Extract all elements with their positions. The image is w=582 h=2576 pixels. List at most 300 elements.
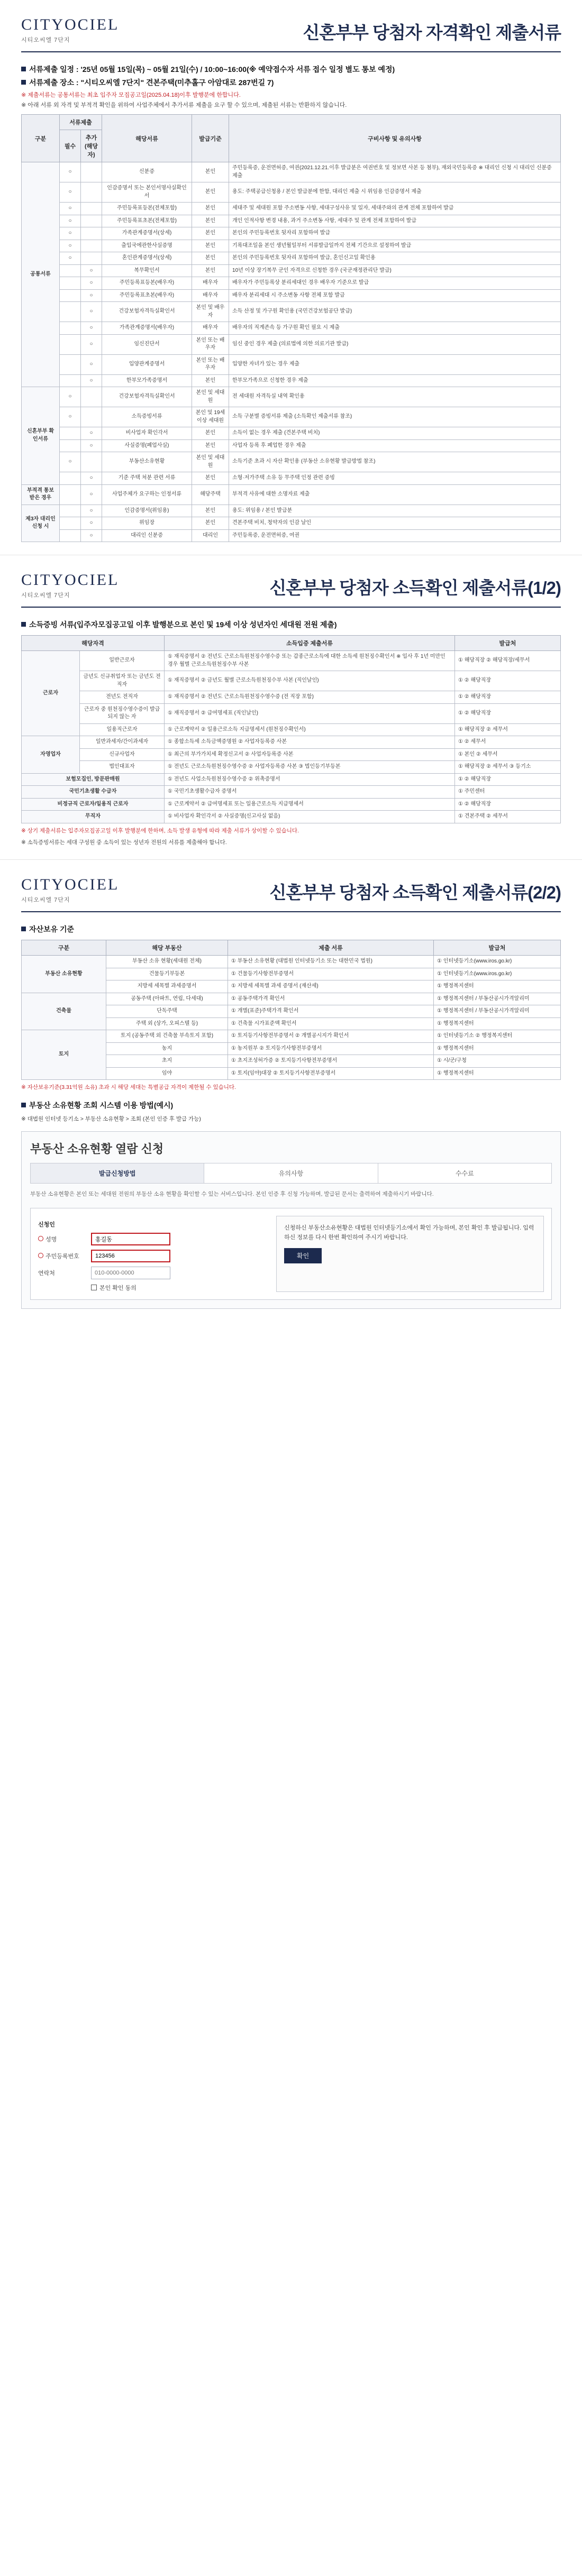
table-row xyxy=(22,439,561,452)
table-row xyxy=(22,322,561,335)
logo-subtitle: 시티오씨엘 7단지 xyxy=(21,37,70,43)
row-doc: ① 재직증명서 ② 전년도 근로소득원천징수영수증 (전 직장 포함) xyxy=(165,691,455,704)
row-doc-name: 주민등록표등본(배우자) xyxy=(102,277,192,290)
row-additional: ○ xyxy=(81,472,102,485)
row-required xyxy=(60,302,81,322)
form-fields xyxy=(38,1216,266,1292)
bullet-icon xyxy=(21,1103,26,1107)
row-issuer: ① 행정복지센터 xyxy=(434,1067,561,1080)
row-doc: ① 재직증명서 ② 급여명세표 (직인날인) xyxy=(165,703,455,723)
row-additional xyxy=(81,252,102,265)
row-remarks: 기록대조일을 본인 생년월일부터 서류발급일까지 전체 기간으로 설정하여 발급 xyxy=(229,240,561,252)
row-issuer: 본인 xyxy=(192,264,229,277)
registry-description: 부동산 소유현황은 본인 또는 세대원 전원의 부동산 소유 현황을 확인할 수 있는 서비스입니다. 본인 인증 후 신청 가능하며, 발급된 문서는 출력하여 제출하시기 바랍니다. xyxy=(30,1190,434,1197)
row-target: 부동산 소유 현황(세대원 전체) xyxy=(106,956,228,968)
row-remarks: 한부모가족으로 신청한 경우 제출 xyxy=(229,374,561,387)
row-issuer: ① 인터넷등기소 ② 행정복지센터 xyxy=(434,1030,561,1043)
row-additional xyxy=(81,203,102,215)
row-required: ○ xyxy=(60,240,81,252)
row-target: 지방세 세목별 과세증명서 xyxy=(106,980,228,993)
row-required: ○ xyxy=(60,203,81,215)
id-label-text: 주민등록번호 xyxy=(46,1253,79,1260)
table-row xyxy=(22,703,561,723)
th-category: 해당자격 xyxy=(22,636,165,651)
row-target: 건물등기부등본 xyxy=(106,968,228,980)
row-issuer: ① 주민센터 xyxy=(455,786,561,799)
row-issuer: 본인 xyxy=(192,203,229,215)
income-heading-text: 소득증빙 서류(입주자모집공고일 이후 발행분으로 본인 및 19세 이상 성년자인 세대원 전원 제출) xyxy=(29,620,337,629)
table-row xyxy=(22,452,561,472)
row-doc: ① 비사업자 확인각서 ② 사실증명(신고사실 없음) xyxy=(165,811,455,823)
row-additional: ○ xyxy=(81,374,102,387)
row-doc-name: 한부모가족증명서 xyxy=(102,374,192,387)
income-table xyxy=(21,635,561,823)
note: ※ 아래 서류 외 자격 및 부적격 확인을 위하여 사업주체에서 추가서류 제출을 요구 할 수 있으며, 제출된 서류는 반환하지 않습니다. xyxy=(21,102,347,108)
row-issuer: 본인 xyxy=(192,240,229,252)
row-additional: ○ xyxy=(81,529,102,542)
th-target: 해당 부동산 xyxy=(106,940,228,956)
th-issuer: 발급처 xyxy=(455,636,561,651)
required-icon xyxy=(38,1236,43,1241)
row-issuer: ① 해당직장 ② 해당직장/세무서 xyxy=(455,651,561,671)
row-category: 보험모집인, 방문판매원 xyxy=(22,773,165,786)
row-required xyxy=(60,529,81,542)
row-additional xyxy=(81,215,102,227)
bullet-icon xyxy=(21,67,26,71)
table-row xyxy=(22,993,561,1005)
row-required xyxy=(60,289,81,302)
table-row xyxy=(22,748,561,761)
row-additional xyxy=(81,227,102,240)
table-row xyxy=(22,277,561,290)
row-doc-name: 가족관계증명서(상세) xyxy=(102,227,192,240)
table-row xyxy=(22,354,561,374)
row-doc-name: 사실증명(폐업사실) xyxy=(102,439,192,452)
row-required: ○ xyxy=(60,452,81,472)
row-additional: ○ xyxy=(81,289,102,302)
table-row xyxy=(22,427,561,440)
row-issuer: ① 인터넷등기소(www.iros.go.kr) xyxy=(434,968,561,980)
row-doc-name: 가족관계증명서(배우자) xyxy=(102,322,192,335)
row-doc: ① 전년도 사업소득원천징수영수증 ② 위촉증명서 xyxy=(165,773,455,786)
logo-text: CITYOCIEL xyxy=(21,16,120,33)
row-doc: ① 최근의 부가가치세 확정신고서 ② 사업자등록증 사본 xyxy=(165,748,455,761)
table-row xyxy=(22,374,561,387)
row-additional: ○ xyxy=(81,302,102,322)
row-category: 토지 xyxy=(22,1030,106,1080)
logo-text: CITYOCIEL xyxy=(21,876,120,894)
th-category: 구분 xyxy=(22,940,106,956)
row-issuer: ① 해당직장 ② 세무서 xyxy=(455,723,561,736)
row-target: 초지 xyxy=(106,1055,228,1068)
name-label-text: 성명 xyxy=(46,1236,57,1243)
table-row xyxy=(22,671,561,691)
row-issuer: ① 행정복지센터 xyxy=(434,1017,561,1030)
table-row xyxy=(22,162,561,182)
table-row xyxy=(22,1030,561,1043)
th-doc-name: 해당서류 xyxy=(102,115,192,162)
row-doc-name: 건강보험자격득실확인서 xyxy=(102,302,192,322)
row-category: 부적격 통보 받은 경우 xyxy=(22,484,60,505)
row-type: 신규사업자 xyxy=(80,748,165,761)
row-additional: ○ xyxy=(81,264,102,277)
row-issuer: ① ② 해당직장 xyxy=(455,691,561,704)
phone-input[interactable] xyxy=(91,1267,170,1279)
table-row xyxy=(22,227,561,240)
required-icon xyxy=(38,1253,43,1258)
row-doc-name: 주민등록표초본(배우자) xyxy=(102,289,192,302)
footnote: ※ 소득증빙서류는 세대 구성원 중 소득이 있는 성년자 전원의 서류를 제출해야 합니다. xyxy=(21,839,227,846)
row-doc: ① 토지(임야)대장 ② 토지등기사항전부증명서 xyxy=(228,1067,434,1080)
row-issuer: ① ② 해당직장 xyxy=(455,798,561,811)
row-doc: ① 토지등기사항전부증명서 ② 개별공시지가 확인서 xyxy=(228,1030,434,1043)
row-target: 단독주택 xyxy=(106,1005,228,1018)
section-income-docs-2 xyxy=(0,860,582,1322)
asset-table xyxy=(21,940,561,1080)
th-doc: 제출 서류 xyxy=(228,940,434,956)
row-required xyxy=(60,277,81,290)
row-doc: ① 지방세 세목별 과세 증명서 (재산세) xyxy=(228,980,434,993)
row-issuer: 배우자 xyxy=(192,289,229,302)
row-required xyxy=(60,517,81,530)
row-remarks: 본인의 주민등록번호 뒷자리 포함하여 발급, 혼인신고일 확인용 xyxy=(229,252,561,265)
row-required xyxy=(60,484,81,505)
page-title: 신혼부부 당첨자 소득확인 제출서류(2/2) xyxy=(269,883,561,903)
row-issuer: 본인 및 19세 이상 세대원 xyxy=(192,407,229,427)
table-row xyxy=(22,215,561,227)
table-row xyxy=(22,798,561,811)
row-doc: ① 전년도 근로소득원천징수영수증 ② 사업자등록증 사본 ③ 법인등기부등본 xyxy=(165,761,455,774)
table-row xyxy=(22,472,561,485)
logo-subtitle: 시티오씨엘 7단지 xyxy=(21,897,70,904)
logo xyxy=(21,16,119,44)
row-additional: ○ xyxy=(81,427,102,440)
row-issuer: 본인 또는 배우자 xyxy=(192,354,229,374)
row-issuer: 본인 또는 배우자 xyxy=(192,334,229,354)
row-issuer: 본인 xyxy=(192,215,229,227)
row-doc-name: 임신진단서 xyxy=(102,334,192,354)
row-issuer: ① 견본주택 ② 세무서 xyxy=(455,811,561,823)
table-row xyxy=(22,723,561,736)
id-label xyxy=(38,1252,91,1260)
eligibility-table xyxy=(21,114,561,542)
row-issuer: ① 본인 ② 세무서 xyxy=(455,748,561,761)
row-doc-name: 인감증명서(위임용) xyxy=(102,505,192,517)
phone-label: 연락처 xyxy=(38,1270,55,1277)
schedule-text: 서류제출 일정 : '25년 05월 15일(목) ~ 05월 21일(수) / 10:00~16:00(※ 예약접수자 서류 접수 일정 별도 통보 예정) xyxy=(29,65,395,74)
guide-heading-text: 부동산 소유현황 조회 시스템 이용 방법(예시) xyxy=(29,1101,174,1110)
row-issuer: 본인 및 배우자 xyxy=(192,302,229,322)
th-remarks: 구비사항 및 유의사항 xyxy=(229,115,561,162)
th-issuer: 발급처 xyxy=(434,940,561,956)
table-row xyxy=(22,387,561,407)
table-row xyxy=(22,786,561,799)
tab-precautions[interactable]: 유의사항 xyxy=(204,1163,378,1183)
row-doc: ① 국민기초생활수급자 증명서 xyxy=(165,786,455,799)
row-issuer: 본인 xyxy=(192,439,229,452)
row-remarks: 소득기준 초과 시 자산 확인용 (부동산 소유현황 발급방법 참조) xyxy=(229,452,561,472)
row-doc-name: 주민등록표등본(전체포함) xyxy=(102,203,192,215)
row-issuer: 본인 xyxy=(192,182,229,203)
row-remarks: 주민등록증, 운전면허증, 여권(2021.12.21.이후 발급분은 여권번호 및 정보면 사본 등 첨부), 재외국민등록증 ※ 대리인 신청 시 대리인 신분증 제출 xyxy=(229,162,561,182)
row-type: 일반과세자/간이과세자 xyxy=(80,736,165,749)
row-issuer: 본인 xyxy=(192,227,229,240)
row-doc-name: 주민등록표초본(전체포함) xyxy=(102,215,192,227)
row-additional xyxy=(81,182,102,203)
row-additional xyxy=(81,452,102,472)
th-issuer: 발급기준 xyxy=(192,115,229,162)
header xyxy=(21,876,561,912)
row-type: 전년도 전직자 xyxy=(80,691,165,704)
id-input[interactable] xyxy=(91,1250,170,1262)
row-category: 공통서류 xyxy=(22,162,60,387)
table-row xyxy=(22,289,561,302)
row-issuer: ① 해당직장 ② 세무서 ③ 등기소 xyxy=(455,761,561,774)
notice-text: 신청하신 부동산소유현황은 대법원 인터넷등기소에서 확인 가능하며, 본인 확인 후 발급됩니다. 입력하신 정보를 다시 한번 확인하여 주시기 바랍니다. xyxy=(284,1225,534,1241)
row-remarks: 부적격 사유에 대한 소명자료 제출 xyxy=(229,484,561,505)
row-remarks: 사업자 등록 후 폐업한 경우 제출 xyxy=(229,439,561,452)
row-remarks: 개인 인적사항 변경 내용, 과거 주소변동 사항, 세대주 및 관계 전체 포함하여 발급 xyxy=(229,215,561,227)
row-remarks: 소득 구분별 증빙서류 제출 (소득확인 제출서류 참조) xyxy=(229,407,561,427)
row-doc-name: 신분증 xyxy=(102,162,192,182)
row-category: 자영업자 xyxy=(22,736,80,774)
row-issuer: ① ② 해당직장 xyxy=(455,671,561,691)
row-additional: ○ xyxy=(81,484,102,505)
table-row xyxy=(22,264,561,277)
row-remarks: 소득 산정 및 가구원 확인용 (국민건강보험공단 발급) xyxy=(229,302,561,322)
row-issuer: 본인 및 세대원 xyxy=(192,387,229,407)
th-doc-submit: 서류제출 xyxy=(60,115,102,130)
asset-heading xyxy=(21,924,561,934)
row-doc-name: 혼인관계증명서(상세) xyxy=(102,252,192,265)
row-additional: ○ xyxy=(81,517,102,530)
row-doc-name: 사업주체가 요구하는 인정서류 xyxy=(102,484,192,505)
row-target: 농지 xyxy=(106,1042,228,1055)
table-row xyxy=(22,736,561,749)
row-remarks: 전 세대원 자격득실 내역 확인용 xyxy=(229,387,561,407)
row-issuer: 본인 xyxy=(192,374,229,387)
asset-heading-text: 자산보유 기준 xyxy=(29,925,75,934)
place-line xyxy=(21,77,561,88)
row-type: 일용직근로자 xyxy=(80,723,165,736)
row-issuer: 배우자 xyxy=(192,277,229,290)
table-row xyxy=(22,302,561,322)
row-issuer: 대리인 xyxy=(192,529,229,542)
row-category: 비정규직 근로자/일용직 근로자 xyxy=(22,798,165,811)
row-category: 제3자 대리인 신청 시 xyxy=(22,505,60,542)
row-issuer: ① 행정복지센터 xyxy=(434,1042,561,1055)
row-required xyxy=(60,427,81,440)
table-row xyxy=(22,252,561,265)
row-remarks: 주민등록증, 운전면허증, 여권 xyxy=(229,529,561,542)
row-doc: ① 농지원부 ② 토지등기사항전부증명서 xyxy=(228,1042,434,1055)
th-required: 필수 xyxy=(60,130,81,162)
row-remarks: 견본주택 비치, 청약자의 인감 날인 xyxy=(229,517,561,530)
registry-tabs xyxy=(30,1163,552,1184)
row-issuer: 배우자 xyxy=(192,322,229,335)
row-additional xyxy=(81,387,102,407)
registry-title: 부동산 소유현황 열람 신청 xyxy=(30,1142,164,1156)
row-doc-name: 부동산소유현황 xyxy=(102,452,192,472)
row-remarks: 배우자 분리세대 시 주소변동 사항 전체 포함 발급 xyxy=(229,289,561,302)
row-doc: ① 건물등기사항전부증명서 xyxy=(228,968,434,980)
form-row-applicant xyxy=(38,1220,266,1229)
table-row xyxy=(22,203,561,215)
row-doc: ① 근로계약서 ② 일용근로소득 지급명세서 (원천징수확인서) xyxy=(165,723,455,736)
row-doc-name: 입양관계증명서 xyxy=(102,354,192,374)
form-row-id xyxy=(38,1250,266,1262)
note: ※ 제출서류는 공통서류는 최초 입주자 모집공고일(2025.04.18)이후 발행분에 한합니다. xyxy=(21,92,241,98)
bullet-icon xyxy=(21,622,26,627)
table-row xyxy=(22,182,561,203)
row-doc: ① 종합소득세 소득금액증명원 ② 사업자등록증 사본 xyxy=(165,736,455,749)
name-input[interactable] xyxy=(91,1233,170,1245)
guide-heading xyxy=(21,1100,561,1111)
table-row xyxy=(22,407,561,427)
row-additional xyxy=(81,240,102,252)
row-issuer: 본인 xyxy=(192,252,229,265)
consent-label: 본인 확인 동의 xyxy=(99,1285,137,1292)
row-issuer: ① 행정복지센터 / 부동산공시가격알리미 xyxy=(434,993,561,1005)
row-additional: ○ xyxy=(81,505,102,517)
page-title: 신혼부부 당첨자 자격확인 제출서류 xyxy=(303,23,561,42)
row-remarks: 소득이 없는 경우 제출 (견본주택 비치) xyxy=(229,427,561,440)
row-required xyxy=(60,354,81,374)
row-doc: ① 재직증명서 ② 금년도 월별 근로소득원천징수부 사본 (직인날인) xyxy=(165,671,455,691)
row-doc-name: 인감증명서 또는 본인서명사실확인서 xyxy=(102,182,192,203)
row-required: ○ xyxy=(60,407,81,427)
row-required xyxy=(60,264,81,277)
row-required xyxy=(60,472,81,485)
row-required: ○ xyxy=(60,387,81,407)
section-income-docs-1 xyxy=(0,555,582,860)
row-issuer: 본인 xyxy=(192,427,229,440)
row-category: 부동산 소유현황 xyxy=(22,956,106,993)
row-issuer: ① ② 해당직장 xyxy=(455,703,561,723)
row-category: 근로자 xyxy=(22,651,80,736)
tab-how-to-apply[interactable]: 발급신청방법 xyxy=(31,1163,204,1183)
row-type: 일반근로자 xyxy=(80,651,165,671)
table-row xyxy=(22,484,561,505)
row-required xyxy=(60,439,81,452)
row-issuer: 해당주택 xyxy=(192,484,229,505)
table-row xyxy=(22,517,561,530)
row-doc: ① 건축물 시가표준액 확인서 xyxy=(228,1017,434,1030)
guide-sub: ※ 대법원 인터넷 등기소 > 부동산 소유현황 > 조회 (본인 인증 후 발급 가능) xyxy=(21,1116,201,1123)
row-remarks: 배우자의 직계존속 등 가구원 확인 필요 시 제출 xyxy=(229,322,561,335)
row-required xyxy=(60,334,81,354)
row-target: 공동주택 (아파트, 연립, 다세대) xyxy=(106,993,228,1005)
confirm-button[interactable]: 확인 xyxy=(284,1248,322,1263)
row-issuer: 본인 xyxy=(192,505,229,517)
form-row-phone xyxy=(38,1267,266,1279)
row-remarks: 입양한 자녀가 있는 경우 제출 xyxy=(229,354,561,374)
row-additional: ○ xyxy=(81,439,102,452)
row-category: 국민기초생활 수급자 xyxy=(22,786,165,799)
row-additional: ○ xyxy=(81,322,102,335)
table-row xyxy=(22,334,561,354)
row-doc-name: 대리인 신분증 xyxy=(102,529,192,542)
header xyxy=(21,571,561,608)
table-row xyxy=(22,811,561,823)
row-issuer: ① ② 해당직장 xyxy=(455,773,561,786)
table-row xyxy=(22,505,561,517)
row-issuer: ① 인터넷등기소(www.iros.go.kr) xyxy=(434,956,561,968)
row-required xyxy=(60,322,81,335)
row-target: 토지 (공동주택 외 건축물 부속토지 포함) xyxy=(106,1030,228,1043)
row-issuer: 본인 xyxy=(192,472,229,485)
row-remarks: 임신 중인 경우 제출 (의료법에 의한 의료기관 발급) xyxy=(229,334,561,354)
logo-text: CITYOCIEL xyxy=(21,571,120,589)
footnote: ※ 상기 제출서류는 입주자모집공고일 이후 발행분에 한하며, 소득 발생 유형에 따라 제출 서류가 상이할 수 있습니다. xyxy=(21,827,299,834)
table-row xyxy=(22,691,561,704)
consent-checkbox[interactable] xyxy=(91,1285,97,1290)
footnote: ※ 자산보유기준(3.31억원 소유) 초과 시 해당 세대는 특별공급 자격이 제한될 수 있습니다. xyxy=(21,1084,236,1091)
row-additional xyxy=(81,162,102,182)
row-issuer: ① ② 세무서 xyxy=(455,736,561,749)
tab-fee[interactable]: 수수료 xyxy=(455,1169,474,1177)
row-doc: ① 개별(표준)주택가격 확인서 xyxy=(228,1005,434,1018)
section-eligibility-docs xyxy=(0,0,582,555)
row-issuer: 본인 xyxy=(192,517,229,530)
page-title: 신혼부부 당첨자 소득확인 제출서류(1/2) xyxy=(269,578,561,598)
row-remarks: 소형·저가주택 소유 등 무주택 인정 관련 증빙 xyxy=(229,472,561,485)
header xyxy=(21,16,561,52)
bullet-icon xyxy=(21,927,26,931)
income-heading xyxy=(21,619,561,630)
row-remarks: 용도: 위임용 / 본인 발급분 xyxy=(229,505,561,517)
notice-card xyxy=(276,1216,544,1292)
row-additional: ○ xyxy=(81,334,102,354)
row-required xyxy=(60,505,81,517)
row-target: 주택 외 (상가, 오피스텔 등) xyxy=(106,1017,228,1030)
row-doc: ① 부동산 소유현황 (대법원 인터넷등기소 또는 대한민국 법원) xyxy=(228,956,434,968)
row-required: ○ xyxy=(60,215,81,227)
logo xyxy=(21,876,119,904)
row-issuer: 본인 및 세대원 xyxy=(192,452,229,472)
row-additional: ○ xyxy=(81,277,102,290)
row-required: ○ xyxy=(60,162,81,182)
th-category: 구분 xyxy=(22,115,60,162)
consent-row[interactable] xyxy=(91,1284,266,1292)
logo xyxy=(21,571,119,599)
place-text: 서류제출 장소 : "시티오씨엘 7단지" 견본주택(미추홀구 아암대로 287번길 7) xyxy=(29,78,274,87)
row-additional: ○ xyxy=(81,354,102,374)
row-issuer: ① 시/군/구청 xyxy=(434,1055,561,1068)
row-doc-name: 비사업자 확인각서 xyxy=(102,427,192,440)
schedule-line xyxy=(21,64,561,75)
form-row-name xyxy=(38,1233,266,1245)
table-row xyxy=(22,761,561,774)
th-doc: 소득입증 제출서류 xyxy=(165,636,455,651)
row-remarks: 10년 이상 장기복무 군인 자격으로 신청한 경우 (국군재정관리단 발급) xyxy=(229,264,561,277)
row-category: 신혼부부 확인서류 xyxy=(22,387,60,485)
name-label xyxy=(38,1235,91,1243)
table-row xyxy=(22,529,561,542)
registry-screenshot xyxy=(21,1131,561,1309)
row-doc-name: 기준 주택 처분 관련 서류 xyxy=(102,472,192,485)
logo-subtitle: 시티오씨엘 7단지 xyxy=(21,592,70,599)
row-doc: ① 재직증명서 ② 전년도 근로소득원천징수영수증 또는 갑종근로소득에 대한 소득세 원천징수확인서 ※ 입사 후 1년 미만인 경우 월별 근로소득원천징수부 사본 xyxy=(165,651,455,671)
row-required: ○ xyxy=(60,252,81,265)
row-type: 법인대표자 xyxy=(80,761,165,774)
table-row xyxy=(22,956,561,968)
row-doc: ① 초지조성허가증 ② 토지등기사항전부증명서 xyxy=(228,1055,434,1068)
row-required: ○ xyxy=(60,227,81,240)
table-row xyxy=(22,773,561,786)
row-remarks: 본인의 주민등록번호 뒷자리 포함하여 발급 xyxy=(229,227,561,240)
row-doc-name: 건강보험자격득실확인서 xyxy=(102,387,192,407)
